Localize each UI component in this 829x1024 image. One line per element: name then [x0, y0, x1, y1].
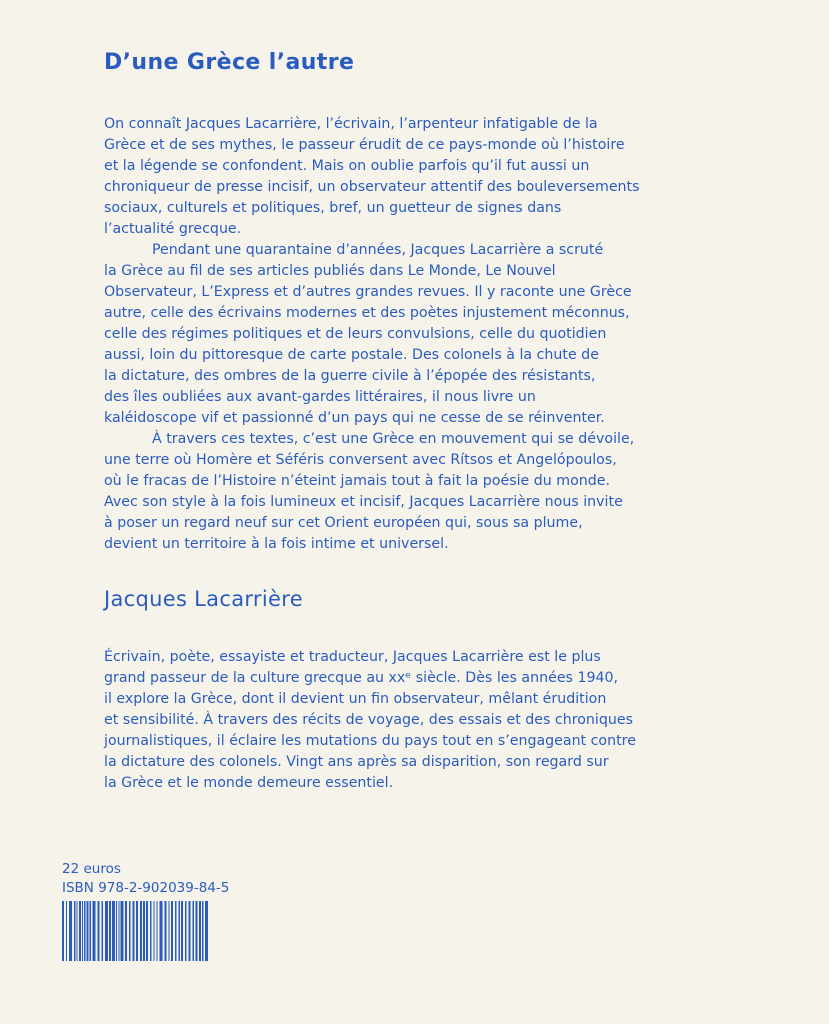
barcode-bar: [66, 901, 67, 961]
description-line: où le fracas de l’Histoire n’éteint jamais tout à fait la poésie du monde.: [104, 473, 611, 489]
barcode-bar: [205, 901, 208, 961]
barcode-bar: [116, 901, 117, 961]
barcode-bar: [69, 901, 72, 961]
barcode-bar: [181, 901, 183, 961]
description-line: l’actualité grecque.: [104, 221, 242, 237]
description-line: devient un territoire à la fois intime et universel.: [104, 536, 449, 552]
bio-line: il explore la Grèce, dont il devient un fin observateur, mêlant érudition: [104, 691, 607, 707]
barcode: [62, 901, 208, 961]
description-line: et la légende se confondent. Mais on oublie parfois qu’il fut aussi un: [104, 158, 590, 174]
barcode-bar: [119, 901, 120, 961]
description-line: Pendant une quarantaine d’années, Jacques Lacarrière a scruté: [152, 242, 604, 258]
barcode-bar: [79, 901, 81, 961]
description-line: Avec son style à la fois lumineux et incisif, Jacques Lacarrière nous invite: [104, 494, 623, 510]
barcode-bar: [102, 901, 104, 961]
barcode-bar: [90, 901, 92, 961]
barcode-bar: [105, 901, 108, 961]
barcode-bar: [112, 901, 115, 961]
bio-line: Écrivain, poète, essayiste et traducteur, Jacques Lacarrière est le plus: [104, 649, 601, 665]
barcode-bar: [87, 901, 89, 961]
barcode-bar: [157, 901, 158, 961]
barcode-bar: [179, 901, 181, 961]
bio-line: grand passeur de la culture grecque au xxᵉ siècle. Dès les années 1940,: [104, 670, 619, 686]
barcode-bar: [189, 901, 191, 961]
barcode-bar: [199, 901, 201, 961]
description-line: des îles oubliées aux avant-gardes littéraires, il nous livre un: [104, 389, 536, 405]
barcode-bar: [109, 901, 111, 961]
author-bio-text: [104, 647, 634, 794]
description-line: Observateur, L’Express et d’autres grandes revues. Il y raconte une Grèce: [104, 284, 632, 300]
description-line: chroniqueur de presse incisif, un observateur attentif des bouleversements: [104, 179, 640, 195]
description-line: aussi, loin du pittoresque de carte postale. Des colonels à la chute de: [104, 347, 599, 363]
description-line: Grèce et de ses mythes, le passeur érudit de ce pays-monde où l’histoire: [104, 137, 625, 153]
barcode-bar: [165, 901, 167, 961]
isbn-label: ISBN 978-2-902039-84-5: [62, 880, 230, 896]
barcode-bar: [125, 901, 127, 961]
barcode-bar: [154, 901, 155, 961]
barcode-bar: [129, 901, 131, 961]
description-line: la Grèce au fil de ses articles publiés dans Le Monde, Le Nouvel: [104, 263, 556, 279]
bio-line: la Grèce et le monde demeure essentiel.: [104, 775, 394, 791]
barcode-bar: [84, 901, 86, 961]
price-label: 22 euros: [62, 861, 121, 877]
barcode-bar: [136, 901, 138, 961]
description-line: kaléidoscope vif et passionné d’un pays qui ne cesse de se réinventer.: [104, 410, 605, 426]
description-line: À travers ces textes, c’est une Grèce en mouvement qui se dévoile,: [152, 431, 635, 447]
description-line: une terre où Homère et Séféris conversent avec Rítsos et Angelópoulos,: [104, 452, 617, 468]
description-line: à poser un regard neuf sur cet Orient européen qui, sous sa plume,: [104, 515, 583, 531]
barcode-bar: [74, 901, 76, 961]
bio-line: et sensibilité. À travers des récits de voyage, des essais et des chroniques: [104, 712, 633, 728]
description-text: [104, 114, 640, 555]
barcode-bar: [171, 901, 173, 961]
bio-line: la dictature des colonels. Vingt ans après sa disparition, son regard sur: [104, 754, 609, 770]
section-title-author: Jacques Lacarrière: [104, 587, 303, 611]
barcode-bar: [140, 901, 142, 961]
section-title-greece: D’une Grèce l’autre: [104, 50, 355, 75]
barcode-bar: [82, 901, 83, 961]
barcode-bar: [196, 901, 198, 961]
barcode-bar: [77, 901, 78, 961]
barcode-bar: [146, 901, 148, 961]
description-line: la dictature, des ombres de la guerre civile à l’épopée des résistants,: [104, 368, 596, 384]
barcode-bar: [143, 901, 145, 961]
barcode-bar: [175, 901, 177, 961]
barcode-bar: [98, 901, 100, 961]
bio-line: journalistiques, il éclaire les mutations du pays tout en s’engageant contre: [104, 733, 636, 749]
barcode-bar: [62, 901, 64, 961]
barcode-bar: [133, 901, 135, 961]
description-line: celle des régimes politiques et de leurs convulsions, celle du quotidien: [104, 326, 607, 342]
barcode-bar: [160, 901, 163, 961]
barcode-bar: [121, 901, 124, 961]
barcode-bar: [185, 901, 187, 961]
barcode-bar: [150, 901, 152, 961]
description-line: On connaît Jacques Lacarrière, l’écrivain, l’arpenteur infatigable de la: [104, 116, 598, 132]
barcode-bar: [202, 901, 204, 961]
barcode-bar: [169, 901, 170, 961]
barcode-bar: [93, 901, 96, 961]
description-line: autre, celle des écrivains modernes et des poètes injustement méconnus,: [104, 305, 630, 321]
description-line: sociaux, culturels et politiques, bref, un guetteur de signes dans: [104, 200, 562, 216]
barcode-bar: [193, 901, 195, 961]
